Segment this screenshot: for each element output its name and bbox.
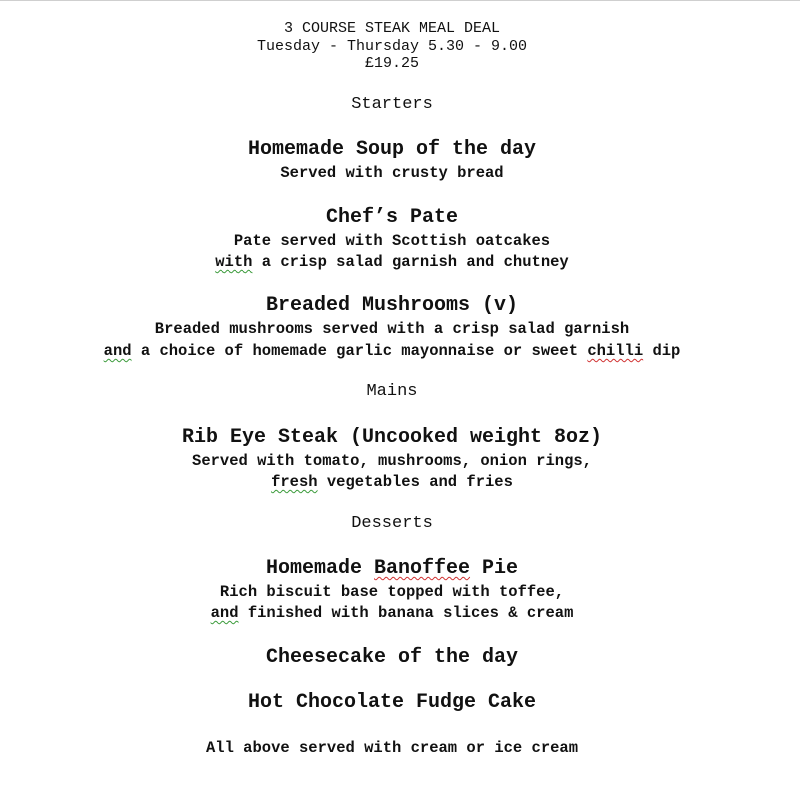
dessert-cheesecake-name: Cheesecake of the day (265, 646, 519, 669)
spellcheck-underline: Banoffee (374, 557, 471, 580)
spellcheck-underline: and (210, 604, 239, 622)
mains-heading: Mains (366, 382, 418, 401)
deal-title: 3 COURSE STEAK MEAL DEAL (283, 20, 501, 37)
dessert-banoffee-desc-1: Rich biscuit base topped with toffee, (219, 583, 565, 601)
starter-pate-desc-1: Pate served with Scottish oatcakes (233, 232, 551, 250)
starter-pate-desc-2: with a crisp salad garnish and chutney (215, 253, 569, 271)
dessert-banoffee-name: Homemade Banoffee Pie (265, 557, 519, 580)
spellcheck-underline: fresh (271, 473, 318, 491)
main-steak-desc-1: Served with tomato, mushrooms, onion rings, (192, 452, 592, 470)
starter-pate-name: Chef’s Pate (325, 206, 459, 229)
starter-soup-desc: Served with crusty bread (280, 164, 504, 182)
deal-times: Tuesday - Thursday 5.30 - 9.00 (256, 38, 528, 55)
spellcheck-underline: chilli (587, 342, 644, 360)
dessert-fudge-cake-name: Hot Chocolate Fudge Cake (247, 691, 537, 714)
desserts-heading: Desserts (351, 514, 433, 533)
starters-heading: Starters (351, 95, 433, 114)
deal-price: £19.25 (364, 55, 419, 72)
dessert-banoffee-desc-2: and finished with banana slices & cream (210, 604, 574, 622)
starter-mushrooms-name: Breaded Mushrooms (v) (265, 294, 519, 317)
desserts-footer-note: All above served with cream or ice cream (205, 739, 579, 757)
spellcheck-underline: with (215, 253, 253, 271)
main-steak-desc-2: fresh vegetables and fries (271, 473, 513, 491)
starter-soup-name: Homemade Soup of the day (247, 138, 537, 161)
starter-mushrooms-desc-2: and a choice of homemade garlic mayonnaise or sweet chilli dip (103, 342, 681, 360)
spellcheck-underline: and (103, 342, 132, 360)
main-steak-name: Rib Eye Steak (Uncooked weight 8oz) (181, 426, 603, 449)
starter-mushrooms-desc-1: Breaded mushrooms served with a crisp salad garnish (154, 320, 630, 338)
